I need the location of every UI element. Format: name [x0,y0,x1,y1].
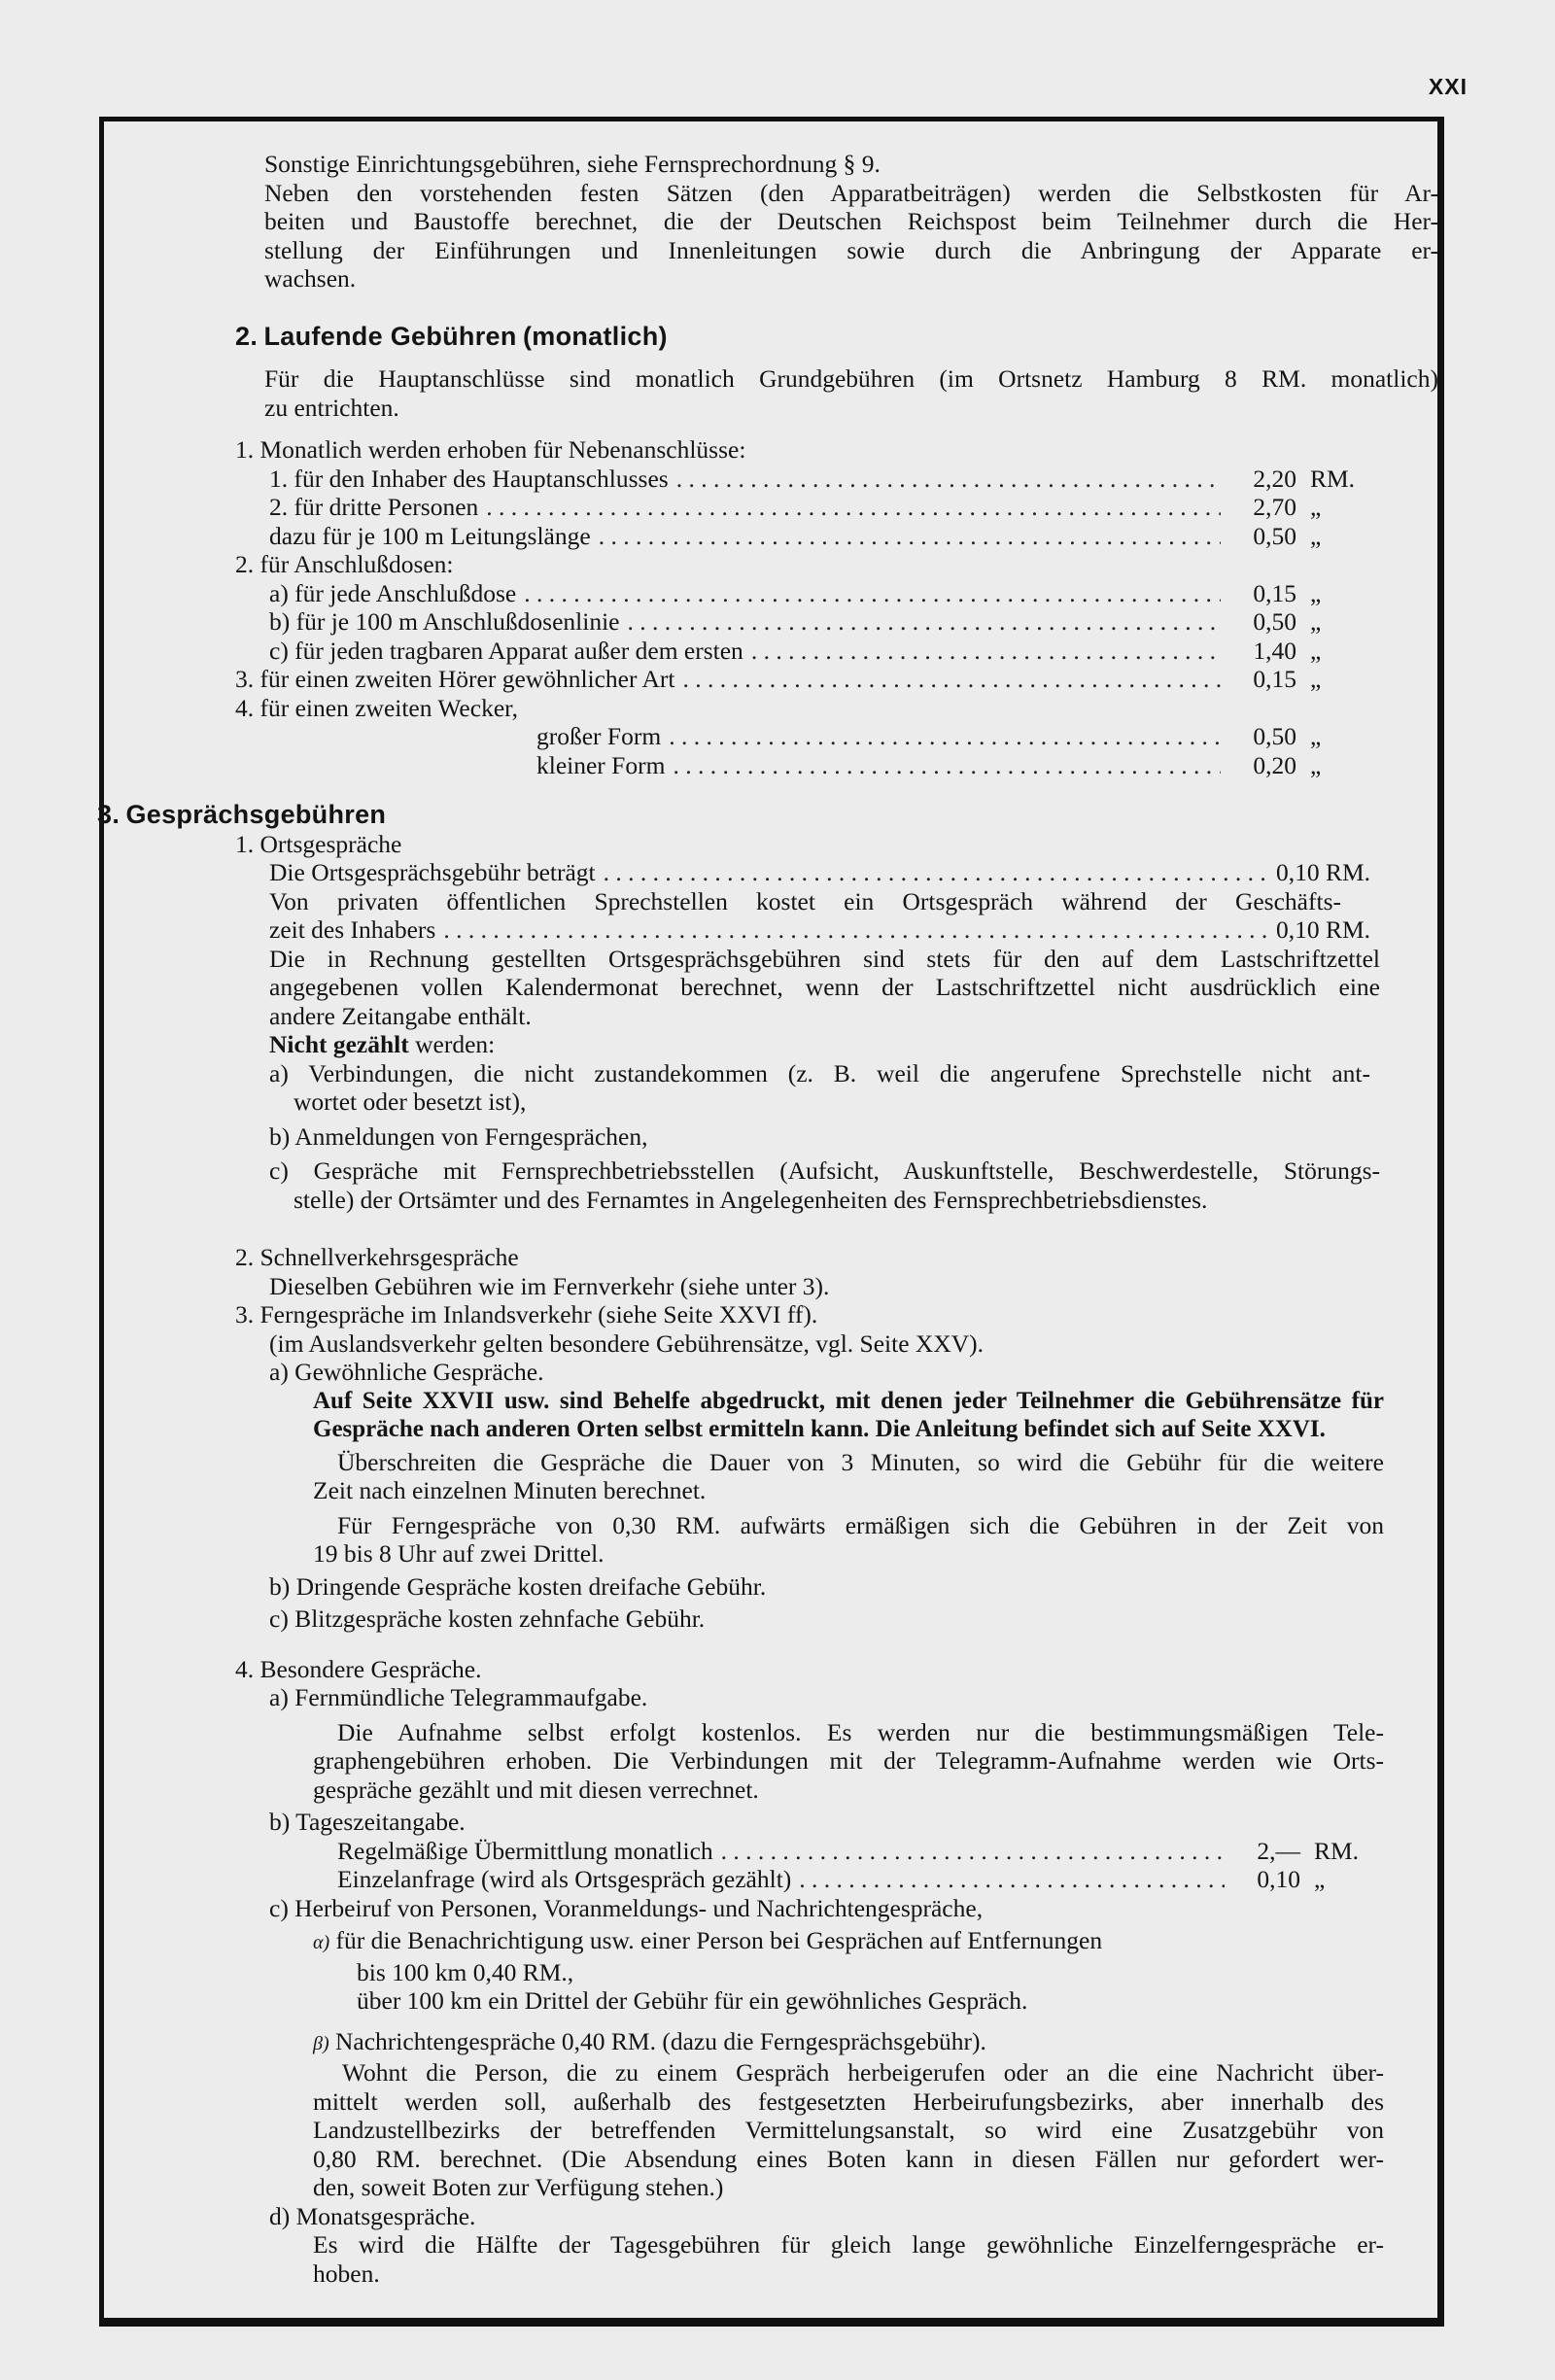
not-counted-bold: Nicht gezählt [269,1030,409,1058]
text-line: Zeit nach einzelnen Minuten berechnet. [313,1476,707,1504]
intro-para-line: beiten und Baustoffe berechnet, die der Deutschen Reichspost beim Teilnehmer durch die Her- [264,207,1438,235]
text-line: andere Zeitangabe enthält. [269,1001,532,1030]
fee-unit: „ [1310,750,1322,779]
text-line: gespräche gezählt und mit diesen verrechnet. [313,1775,759,1804]
list-item: a) Fernmündliche Telegrammaufgabe. [269,1683,648,1711]
fee-unit: „ [1310,722,1322,750]
fee-label: Regelmäßige Übermittlung monatlich [337,1836,713,1865]
list-item: c) Gespräche mit Fernsprechbetriebsstellen (Aufsicht, Auskunftstelle, Beschwerdestelle, Störungs- [269,1156,1380,1185]
subsection-heading: 2. für Anschlußdosen: [235,550,454,578]
intro-paragraph [99,179,1438,293]
text-line: Es wird die Hälfte der Tagesgebühren für gleich lange gewöhnliche Einzelferngespräche er- [313,2230,1384,2259]
not-counted-rest: werden: [408,1030,496,1058]
fee-label: dazu für je 100 m Leitungslänge [269,521,591,550]
fee-amount: 2,70 [1253,493,1296,521]
fee-unit: „ [1310,578,1322,607]
text-line: 19 bis 8 Uhr auf zwei Drittel. [313,1539,605,1568]
text: Nachrichtengespräche 0,40 RM. (dazu die Ferngesprächsgebühr). [335,2026,986,2055]
bold-note-line: Auf Seite XXVII usw. sind Behelfe abgedruckt, mit denen jeder Teilnehmer die Gebührensätze für [313,1387,1384,1414]
alpha-marker: α) [313,1932,330,1953]
fee-row [99,858,1370,887]
fee-amount: 0,20 [1253,750,1296,779]
fee-row [99,1837,1384,1866]
list-item: a) Gewöhnliche Gespräche. [269,1358,544,1386]
text-line: (im Auslandsverkehr gelten besondere Gebührensätze, vgl. Seite XXV). [269,1328,985,1358]
section-2-intro-line: Für die Hauptanschlüsse sind monatlich Grundgebühren (im Ortsnetz Hamburg 8 RM. monatlich) [264,364,1438,393]
fee-amount: 2,— [1257,1836,1300,1865]
section-title: Gesprächsgebühren [125,800,387,829]
text-line: Die Aufnahme selbst erfolgt kostenlos. Es werden nur die bestimmungsmäßigen Tele- [337,1717,1384,1746]
text: für die Benachrichtigung usw. einer Person bei Gesprächen auf Entfernungen [335,1926,1103,1954]
fee-unit: „ [1310,521,1322,550]
text-line: über 100 km ein Drittel der Gebühr für ein gewöhnliches Gespräch. [357,1986,1028,2015]
fee-amount: 0,50 [1253,722,1296,750]
beta-marker: β) [313,2032,329,2054]
fee-amount: 1,40 [1253,636,1296,665]
fee-amount: 0,15 [1253,578,1296,607]
section-title: Laufende Gebühren [263,321,517,351]
fee-row [99,751,1380,780]
fee-row [99,465,1380,494]
subsection-heading: 4. für einen zweiten Wecker, [235,693,518,722]
fee-row [99,522,1380,551]
text-line: 0,80 RM. berechnet. (Die Absendung eines Boten kann in diesen Fällen nur gefordert wer- [313,2144,1384,2173]
fee-label: Einzelanfrage (wird als Ortsgespräch gezählt) [337,1865,792,1893]
text-line: graphengebühren erhoben. Die Verbindungen mit der Telegramm-Aufnahme werden wie Orts- [313,1746,1384,1775]
fee-row [99,1865,1384,1894]
fee-row [99,915,1370,945]
fee-amount: 2,20 [1253,464,1296,493]
text-line: Wohnt die Person, die zu einem Gespräch herbeigerufen oder an die eine Nachricht über- [342,2058,1384,2087]
fee-label: zeit des Inhabers [269,915,436,944]
list-item: b) Tageszeitangabe. [269,1808,466,1836]
list-item: b) Anmeldungen von Ferngesprächen, [269,1121,648,1151]
list-item: b) Dringende Gespräche kosten dreifache Gebühr. [269,1571,767,1601]
fee-label: Die Ortsgesprächsgebühr beträgt [269,858,596,886]
text-line: hoben. [313,2259,380,2288]
list-item [99,1926,1438,1958]
fee-unit: RM. [1314,1836,1360,1865]
fee-amount: 0,15 [1253,665,1296,693]
text-line: Dieselben Gebühren wie im Fernverkehr (siehe unter 3). [269,1271,830,1300]
subsection-heading: 2. Schnellverkehrsgespräche [235,1243,519,1271]
fee-label: kleiner Form [536,750,666,779]
text-line: angegebenen vollen Kalendermonat berechnet, wenn der Lastschriftzettel nicht ausdrücklich eine [269,973,1380,1001]
list-item: a) Verbindungen, die nicht zustandekommen (z. B. weil die angerufene Sprechstelle nicht ant- [269,1058,1370,1087]
subsection-heading: 3. Ferngespräche im Inlandsverkehr (siehe Seite XXVI ff). [235,1300,818,1328]
fee-unit: „ [1310,607,1322,636]
section-subtitle: (monatlich) [523,321,668,351]
fee-unit: „ [1314,1865,1326,1893]
list-item-cont: wortet oder besetzt ist), [294,1087,527,1116]
fee-amount: 0,10 RM. [1275,915,1370,944]
list-item: d) Monatsgespräche. [269,2201,476,2230]
fee-row [99,722,1380,751]
subsection-heading: 1. Ortsgespräche [235,829,402,858]
intro-para-line: stellung der Einführungen und Innenleitungen sowie durch die Anbringung der Apparate er- [264,235,1438,264]
fee-row [99,607,1380,637]
section-number: 3. [97,800,121,829]
not-counted-heading [99,1030,1438,1059]
intro-para-line: wachsen. [264,264,357,293]
fee-row [99,637,1380,666]
fee-label: a) für jede Anschlußdose [269,578,517,607]
fee-amount: 0,50 [1253,607,1296,636]
text-line: mittelt werden soll, außerhalb des festgesetzten Herbeirufungsbezirks, aber innerhalb des [313,2087,1384,2116]
bold-note-line: Gespräche nach anderen Orten selbst ermitteln kann. Die Anleitung befindet sich auf Seite XXVI. [313,1416,1326,1442]
fee-unit: „ [1310,636,1322,665]
text-line: Für Ferngespräche von 0,30 RM. aufwärts ermäßigen sich die Gebühren in der Zeit von [337,1510,1384,1539]
section-2-intro-line: zu entrichten. [264,393,399,422]
intro-para-line: Neben den vorstehenden festen Sätzen (den Apparatbeiträgen) werden die Selbstkosten für Ar- [264,178,1438,207]
fee-amount: 0,10 RM. [1275,858,1370,886]
section-3-heading [97,801,1438,830]
text-line: den, soweit Boten zur Verfügung stehen.) [313,2173,724,2201]
fee-unit: „ [1310,665,1322,693]
section-2-heading [99,323,1438,352]
list-item [99,2027,1438,2059]
section-number: 2. [235,321,259,351]
text-line: Landzustellbezirks der betreffenden Vermittelungsanstalt, so wird eine Zusatzgebühr von [313,2116,1384,2144]
subsection-heading: 1. Monatlich werden erhoben für Nebenanschlüsse: [235,435,746,464]
list-item: c) Herbeiruf von Personen, Voranmeldungs- und Nachrichtengespräche, [269,1893,984,1922]
text-line: Überschreiten die Gespräche die Dauer von 3 Minuten, so wird die Gebühr für die weitere [337,1447,1384,1476]
subsection-heading: 4. Besondere Gespräche. [235,1654,482,1683]
text-line: Die in Rechnung gestellten Ortsgesprächsgebühren sind stets für den auf dem Lastschriftzettel [269,944,1380,973]
fee-label: 2. für dritte Personen [269,493,479,521]
list-item: c) Blitzgespräche kosten zehnfache Gebühr. [269,1604,706,1633]
fee-amount: 0,50 [1253,521,1296,550]
fee-label: c) für jeden tragbaren Apparat außer dem ersten [269,636,743,665]
list-item-cont: stelle) der Ortsämter und des Fernamtes in Angelegenheiten des Fernsprechbetriebsdienstes. [294,1185,1208,1214]
fee-row [99,493,1380,522]
fee-unit: RM. [1310,464,1356,493]
intro-line: Sonstige Einrichtungsgebühren, siehe Fernsprechordnung § 9. [264,150,881,178]
fee-label: b) für je 100 m Anschlußdosenlinie [269,607,620,636]
fee-row [99,579,1380,608]
document-body [99,150,1438,2288]
text-line: Von privaten öffentlichen Sprechstellen kostet ein Ortsgespräch während der Geschäfts- [269,886,1341,915]
fee-label: 3. für einen zweiten Hörer gewöhnlicher Art [235,665,675,693]
fee-amount: 0,10 [1257,1865,1300,1893]
fee-row [99,665,1380,694]
fee-unit: „ [1310,493,1322,521]
text-line: bis 100 km 0,40 RM., [357,1957,574,1986]
fee-label: großer Form [536,722,662,750]
fee-label: 1. für den Inhaber des Hauptanschlusses [269,464,669,493]
page-number: XXI [1428,74,1468,99]
